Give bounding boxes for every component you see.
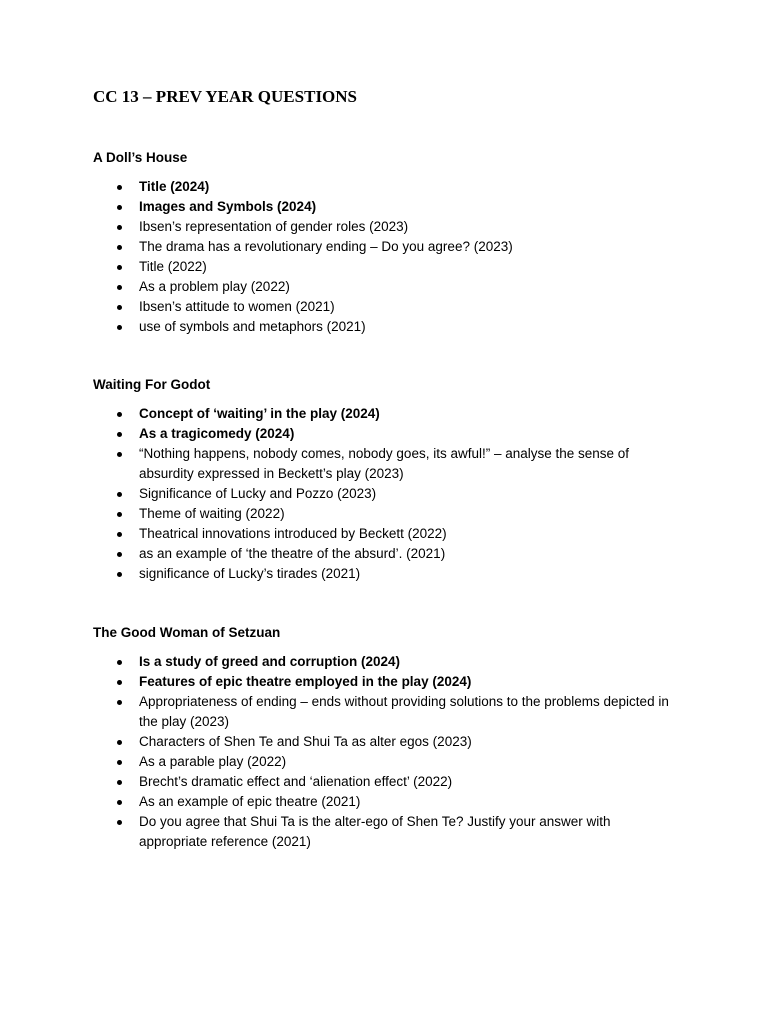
bullet-icon: [117, 512, 122, 517]
question-text: “Nothing happens, nobody comes, nobody goes, its awful!” – analyse the sense of absurdity expressed in Beckett’s play (2023): [139, 446, 630, 481]
list-item: [93, 424, 679, 444]
question-text: Characters of Shen Te and Shui Ta as alter egos (2023): [139, 734, 472, 749]
question-text: The drama has a revolutionary ending – Do you agree? (2023): [139, 239, 513, 254]
question-list: [93, 652, 693, 852]
question-text: Images and Symbols (2024): [139, 199, 317, 214]
question-text: Features of epic theatre employed in the play (2024): [139, 674, 472, 689]
bullet-icon: [117, 572, 122, 577]
question-text: As a problem play (2022): [139, 279, 290, 294]
question-text: Concept of ‘waiting’ in the play (2024): [139, 406, 380, 421]
bullet-icon: [117, 225, 122, 230]
list-item: [93, 524, 679, 544]
list-item: [93, 672, 679, 692]
question-text: Ibsen’s representation of gender roles (2023): [139, 219, 409, 234]
list-item: [93, 484, 679, 504]
list-item: [93, 652, 679, 672]
question-text: significance of Lucky’s tirades (2021): [139, 566, 361, 581]
question-text: Theatrical innovations introduced by Beckett (2022): [139, 526, 447, 541]
bullet-icon: [117, 452, 122, 457]
question-list: [93, 404, 693, 584]
list-item: [93, 772, 679, 792]
question-text: Significance of Lucky and Pozzo (2023): [139, 486, 377, 501]
list-item: [93, 792, 679, 812]
bullet-icon: [117, 412, 122, 417]
section-heading: Waiting For Godot: [93, 377, 211, 392]
question-text: As a parable play (2022): [139, 754, 287, 769]
list-item: [93, 217, 679, 237]
bullet-icon: [117, 740, 122, 745]
bullet-icon: [117, 185, 122, 190]
question-text: Title (2022): [139, 259, 207, 274]
question-text: Brecht’s dramatic effect and ‘alienation effect’ (2022): [139, 774, 453, 789]
bullet-icon: [117, 680, 122, 685]
list-item: [93, 812, 679, 852]
question-list: [93, 177, 693, 337]
section-waiting-for-godot: [93, 375, 693, 584]
list-item: [93, 444, 679, 484]
list-item: [93, 404, 679, 424]
list-item: [93, 277, 679, 297]
page-title: CC 13 – PREV YEAR QUESTIONS: [93, 87, 358, 106]
list-item: [93, 257, 679, 277]
list-item: [93, 544, 679, 564]
list-item: [93, 564, 679, 584]
bullet-icon: [117, 532, 122, 537]
bullet-icon: [117, 265, 122, 270]
question-text: Do you agree that Shui Ta is the alter-ego of Shen Te? Justify your answer with appropriate reference (2021): [139, 814, 611, 849]
question-text: As a tragicomedy (2024): [139, 426, 295, 441]
bullet-icon: [117, 492, 122, 497]
question-text: Title (2024): [139, 179, 210, 194]
bullet-icon: [117, 285, 122, 290]
question-text: Theme of waiting (2022): [139, 506, 285, 521]
question-text: As an example of epic theatre (2021): [139, 794, 361, 809]
list-item: [93, 732, 679, 752]
section-good-woman-of-setzuan: [93, 623, 693, 852]
bullet-icon: [117, 820, 122, 825]
bullet-icon: [117, 205, 122, 210]
bullet-icon: [117, 760, 122, 765]
bullet-icon: [117, 780, 122, 785]
question-text: Is a study of greed and corruption (2024): [139, 654, 401, 669]
section-heading: The Good Woman of Setzuan: [93, 625, 281, 640]
question-text: as an example of ‘the theatre of the absurd’. (2021): [139, 546, 446, 561]
list-item: [93, 177, 679, 197]
bullet-icon: [117, 660, 122, 665]
list-item: [93, 237, 679, 257]
question-text: Ibsen’s attitude to women (2021): [139, 299, 335, 314]
list-item: [93, 752, 679, 772]
bullet-icon: [117, 700, 122, 705]
bullet-icon: [117, 552, 122, 557]
list-item: [93, 317, 679, 337]
bullet-icon: [117, 245, 122, 250]
section-dolls-house: [93, 148, 693, 337]
bullet-icon: [117, 432, 122, 437]
list-item: [93, 504, 679, 524]
list-item: [93, 692, 679, 732]
list-item: [93, 297, 679, 317]
question-text: use of symbols and metaphors (2021): [139, 319, 366, 334]
section-heading: A Doll’s House: [93, 150, 188, 165]
bullet-icon: [117, 800, 122, 805]
bullet-icon: [117, 325, 122, 330]
question-text: Appropriateness of ending – ends without providing solutions to the problems depicted in the play (2023): [139, 694, 669, 729]
list-item: [93, 197, 679, 217]
bullet-icon: [117, 305, 122, 310]
